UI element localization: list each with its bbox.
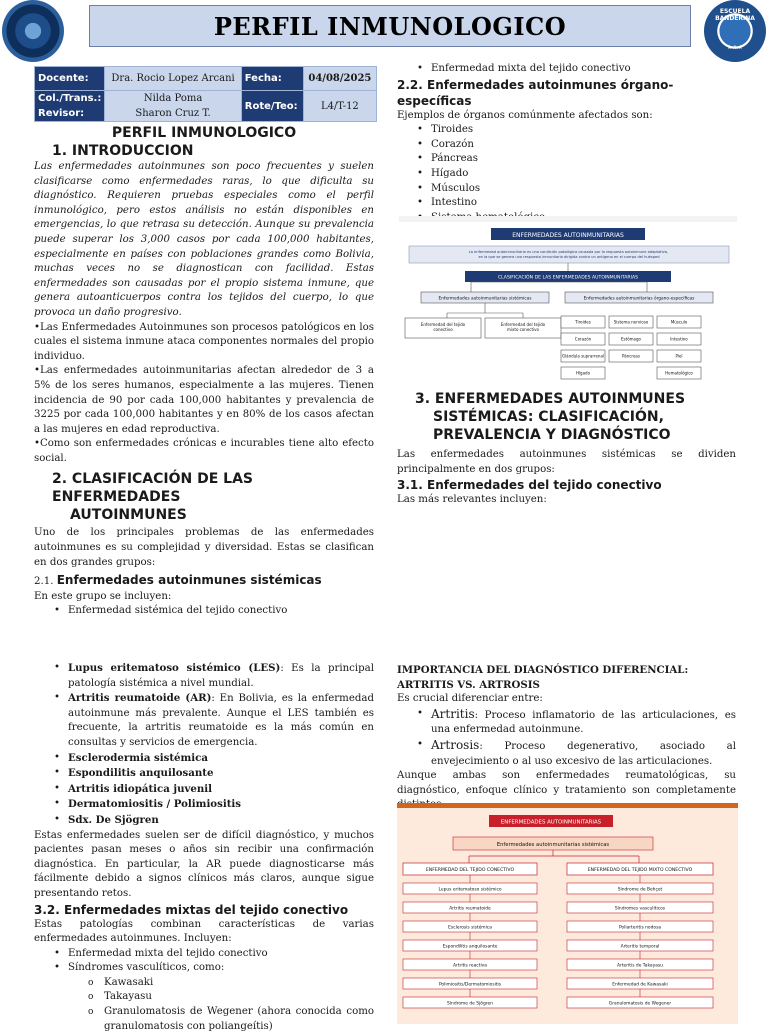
classification-heading-2: AUTOINMUNES xyxy=(70,507,187,524)
diagram-tcm: Enfermedad del tejido mixto conectivo xyxy=(500,322,546,332)
fecha-value: 04/08/2025 xyxy=(303,67,376,91)
diagram-title: ENFERMEDADES AUTOINMUNITARIAS xyxy=(512,232,624,239)
sec3-heading-2: SISTÉMICAS: CLASIFICACIÓN, xyxy=(433,409,664,425)
d2-left-head: ENFERMEDAD DEL TEJIDO CONECTIVO xyxy=(425,868,515,873)
docente-label: Docente: xyxy=(35,67,105,91)
sublist-item: o Takayasu xyxy=(34,990,374,1005)
col-revisor-value: Nilda Poma Sharon Cruz T. xyxy=(105,91,241,122)
classification-paragraph: Uno de los principales problemas de las enfermedades autoinmunes es su complejidad y diversidad. Estas se clasifican en dos grandes grupos: xyxy=(34,527,374,568)
sec22-heading: 2.2. Enfermedades autoinmunes órgano-específicas xyxy=(397,77,674,108)
d2-item-label: Síndrome de Behçet xyxy=(617,887,663,893)
list-item: • Hígado xyxy=(397,167,736,182)
disease-list-item: • Artritis idiopática juvenil xyxy=(34,782,374,798)
importance-paragraph: Es crucial diferenciar entre: xyxy=(397,693,543,705)
sec31-heading: 3.1. Enfermedades del tejido conectivo xyxy=(397,478,662,493)
d2-item-label: Arteritis temporal xyxy=(620,944,660,950)
right-column-importance xyxy=(397,663,736,813)
d2-item-label: Síndrome de Sjögren xyxy=(447,1001,493,1007)
d2-item-label: Síndromes vasculíticos xyxy=(614,906,666,912)
diagram-organ-label: Músculo xyxy=(670,319,688,325)
right-column-top xyxy=(397,62,736,225)
sec3-heading: 3. ENFERMEDADES AUTOINMUNES xyxy=(415,391,686,407)
organ-list xyxy=(397,123,736,225)
d2-item-label: Artritis reactiva xyxy=(453,963,487,969)
d2-item-label: Espondilitis anquilosante xyxy=(442,944,498,950)
disease-list-item: • Espondilitis anquilosante xyxy=(34,766,374,782)
disease-list-item: • Sdx. De Sjögren xyxy=(34,813,374,829)
disease-list-item: • Artritis reumatoide (AR): En Bolivia, es la enfermedad autoinmune más prevalente. Aunque el LES también es frecuente, la artritis reumatoide es la más común en consultas y servicios de emergencia. xyxy=(34,691,374,750)
page-header xyxy=(0,0,768,62)
diagram-organ-grid xyxy=(561,316,701,379)
importance-list-item: • Artritis: Proceso inflamatorio de las articulaciones, es una enfermedad autoinmune. xyxy=(397,707,736,738)
d2-item-label: Arteritis de Takayasu xyxy=(617,963,663,969)
list-item: • Enfermedad mixta del tejido conectivo xyxy=(34,947,374,962)
d2-right-head: ENFERMEDAD DEL TEJIDO MIXTO CONECTIVO xyxy=(587,868,693,873)
diagram-organ: Enfermedades autoinmunitarias órgano-específicas xyxy=(583,296,695,302)
intro-paragraph-3: •Como son enfermedades crónicas e incurables tiene alto efecto social. xyxy=(34,438,374,464)
docente-value: Dra. Rocio Lopez Arcani xyxy=(105,67,241,91)
diagram-organ-label: Hígado xyxy=(575,370,591,376)
info-table xyxy=(34,66,377,122)
diagram-definition: La enfermedad autoinmunitaria es una condición patológica causada por la respuesta autoinmune adaptativa, en la que se genera una respuesta inmunitaria dirigida contra un antígeno en el cuerpo del huésped xyxy=(468,250,669,259)
diagram-organ-label: Intestino xyxy=(670,336,688,342)
rote-label: Rote/Teo: xyxy=(241,91,303,122)
sec22-paragraph: Ejemplos de órganos comúnmente afectados son: xyxy=(397,109,653,121)
d2-item-label: Enfermedad de Kawasaki xyxy=(612,982,668,988)
disease-list-item: • Dermatomiositis / Polimiositis xyxy=(34,797,374,813)
disease-list-item: • Esclerodermia sistémica xyxy=(34,751,374,767)
diagram-organ-label: Estómago xyxy=(621,336,641,342)
list-item: • Enfermedad mixta del tejido conectivo xyxy=(397,62,736,77)
difficulty-paragraph: Estas enfermedades suelen ser de difícil diagnóstico, y muchos pacientes pasan meses o años sin recibir una confirmación diagnóstica. En particular, la AR puede diagnosticarse más fácilmente debido a signos clínicos más claros, aunque sigue presentando retos. xyxy=(34,829,374,899)
list-item: • Corazón xyxy=(397,138,736,153)
sec32-paragraph: Estas patologías combinan características de varias enfermedades autoinmunes. Incluyen: xyxy=(34,918,374,945)
importance-heading: IMPORTANCIA DEL DIAGNÓSTICO DIFERENCIAL: ARTRITIS VS. ARTROSIS xyxy=(397,664,689,691)
importance-closing: Aunque ambas son enfermedades reumatológicas, su diagnóstico, enfoque clínico y tratamiento son completamente xyxy=(397,770,736,796)
list-item: • Síndromes vasculíticos, como: xyxy=(34,961,374,976)
intro-italic-paragraph: Las enfermedades autoinmunes son poco frecuentes y suelen clasificarse como enfermedades raras, lo que dificulta su diagnóstico. Requieren pruebas especiales como el perfil inmunológico, pero estos análisis no están disponibles en emergencias, lo que retrasa su detección. Aunque su prevalencia puede superar los 3,000 casos por cada 100,000 habitantes, especialmente en países con poblaciones grandes como Bolivia, muchas veces no se diagnostican con facilidad. Estas enfermedades son causadas por el propio sistema inmune, que genera autoanticuerpos contra los tejidos del cuerpo, lo que provoca un daño progresivo. xyxy=(34,161,374,318)
systemic-diagram xyxy=(397,803,738,1024)
title-banner xyxy=(89,5,691,47)
doc-title: PERFIL INMUNOLOGICO xyxy=(111,125,297,141)
importance-list xyxy=(397,707,736,769)
d2-item-label: Lupus eritematoso sistémico xyxy=(438,887,502,893)
disease-list-item: • Lupus eritematoso sistémico (LES): Es la principal patología sistémica a nivel mundial. xyxy=(34,661,374,691)
list-item: • Enfermedad sistémica del tejido conectivo xyxy=(34,604,374,619)
list-item: • Músculos xyxy=(397,182,736,197)
sec21-heading: 2.1. Enfermedades autoinmunes sistémicas xyxy=(34,573,322,588)
vasculitis-sublist xyxy=(34,976,374,1034)
page-title: PERFIL INMUNOLOGICO xyxy=(213,11,567,41)
sublist-item: o Kawasaki xyxy=(34,976,374,991)
school-logo: ESCUELA BANDERINA ★★★ xyxy=(704,0,766,62)
top-list xyxy=(397,62,736,77)
diagram-organ-label: Tiroides xyxy=(575,319,591,325)
diagram-organ-label: Páncreas xyxy=(622,353,640,359)
sec32-heading: 3.2. Enfermedades mixtas del tejido conectivo xyxy=(34,902,349,917)
d2-title: ENFERMEDADES AUTOINMUNITARIAS xyxy=(500,819,602,826)
intro-paragraph-1: •Las Enfermedades Autoinmunes son procesos patológicos en los cuales el sistema inmune ataca componentes normales del propio individuo. xyxy=(34,321,374,362)
list-item: • Páncreas xyxy=(397,152,736,167)
rote-value: L4/T-12 xyxy=(303,91,376,122)
connective-disease-list xyxy=(34,661,374,829)
d2-item-label: Artritis reumatoide xyxy=(449,906,491,912)
d2-item-label: Esclerosis sistémica xyxy=(448,925,492,931)
sublist-item: o Granulomatosis de Wegener (ahora conocida como granulomatosis con poliangeítis) xyxy=(34,1005,374,1034)
diagram-organ-label: Hematológico xyxy=(665,370,693,376)
d2-item-label: Poliarteritis nodosa xyxy=(618,925,662,931)
left-column-top xyxy=(34,124,374,619)
d2-sub: Enfermedades autoinmunitarias sistémicas xyxy=(496,842,610,848)
diagram-tc: Enfermedad del tejido conectivo xyxy=(420,322,466,332)
diagram-organ-label: Piel xyxy=(675,353,683,359)
col-revisor-label: Col./Trans.: Revisor: xyxy=(35,91,105,122)
fecha-label: Fecha: xyxy=(241,67,303,91)
diagram-systemic: Enfermedades autoinmunitarias sistémicas xyxy=(438,296,532,302)
intro-paragraph-2: •Las enfermedades autoinmunitarias afectan alrededor de 3 a 5% de los seres humanos, especialmente a las mujeres. Tienen incidencia de 90 por cada 100,000 habitantes y prevalencia de 3225 por cada 100,000 habitantes y en 80% de los casos afectan a las mujeres en edad reproductiva. xyxy=(34,365,374,435)
list-item: • Intestino xyxy=(397,196,736,211)
importance-list-item: • Artrosis: Proceso degenerativo, asociado al envejecimiento o al uso excesivo de las articulaciones. xyxy=(397,738,736,769)
intro-heading: 1. INTRODUCCION xyxy=(52,143,194,159)
diagram-organ-label: Corazón xyxy=(574,336,592,342)
sec31-paragraph: Las más relevantes incluyen: xyxy=(397,494,547,506)
faculty-logo xyxy=(2,0,64,62)
classification-diagram xyxy=(399,216,737,388)
list-item: • Tiroides xyxy=(397,123,736,138)
d2-item-label: Polimiositis/Dermatomiositis xyxy=(438,982,502,988)
sec32-list xyxy=(34,947,374,976)
right-column-section3 xyxy=(397,390,736,508)
diagram-organ-label: Glándula suprarrenal xyxy=(561,353,605,359)
diagram-organ-label: Sistema nervioso xyxy=(613,319,649,325)
diagram-classification: CLASIFICACIÓN DE LAS ENFERMEDADES AUTOINMUNITARIAS xyxy=(497,275,639,281)
sec21-list xyxy=(34,604,374,619)
sec3-heading-3: PREVALENCIA Y DIAGNÓSTICO xyxy=(433,427,671,443)
classification-heading: 2. CLASIFICACIÓN DE LAS ENFERMEDADES xyxy=(52,471,254,506)
sec21-paragraph: En este grupo se incluyen: xyxy=(34,590,172,602)
sec3-paragraph: Las enfermedades autoinmunes sistémicas se dividen principalmente en dos grupos: xyxy=(397,449,736,475)
d2-item-label: Granulomatosis de Wegener xyxy=(608,1001,672,1007)
left-column-bottom xyxy=(34,661,374,1034)
